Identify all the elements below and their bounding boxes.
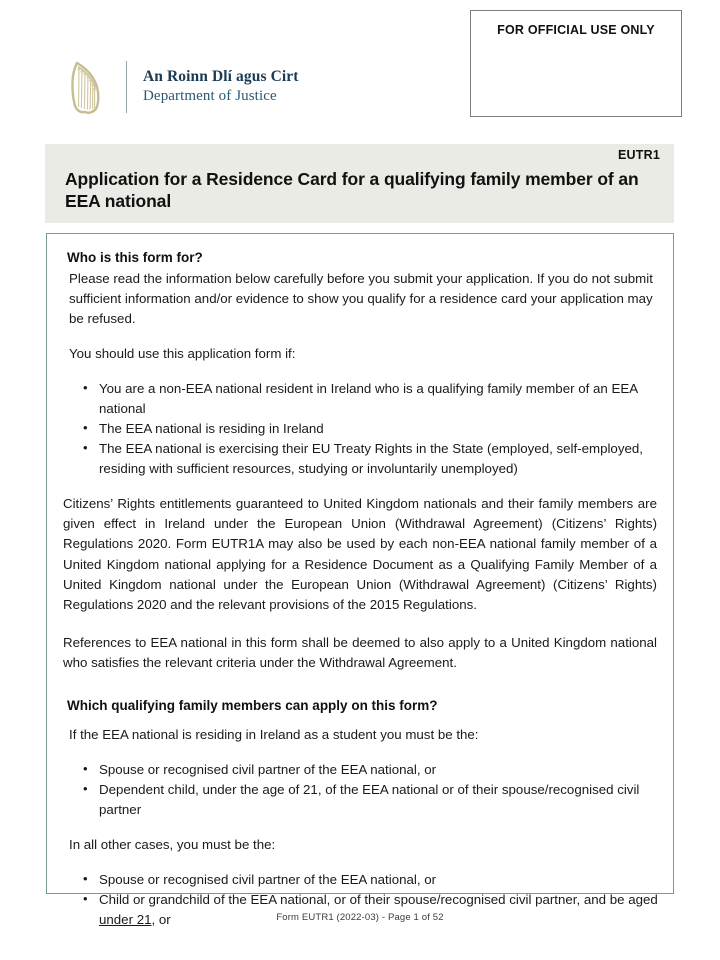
spacer — [61, 716, 659, 725]
list-item — [99, 890, 659, 930]
irish-harp-icon — [68, 58, 104, 116]
official-use-box — [470, 10, 682, 117]
list-item: • Spouse or recognised civil partner of the EEA national, or — [99, 870, 659, 890]
list-item: • Spouse or recognised civil partner of the EEA national, or — [99, 760, 659, 780]
spacer — [61, 329, 659, 344]
list-item-text-underlined: under 21 — [99, 912, 152, 928]
paragraph-references-eea: References to EEA national in this form shall be deemed to also apply to a United Kingdom national who satisfies the relevant criteria under the Withdrawal Agreement. — [63, 635, 657, 671]
heading-which-family-members: Which qualifying family members can apply on this form? — [67, 697, 438, 713]
page-title: Application for a Residence Card for a qualifying family member of an EEA national — [65, 169, 639, 212]
spacer — [61, 674, 659, 692]
department-name-english: Department of Justice — [143, 88, 277, 105]
paragraph-all-other-cases: In all other cases, you must be the: — [69, 837, 276, 853]
department-logo — [68, 58, 299, 116]
official-use-label: FOR OFFICIAL USE ONLY — [497, 23, 655, 37]
spacer — [61, 820, 659, 835]
list-item-text-lead: Child or grandchild of the EEA national, or of their spouse/recognised civil partner, and be aged — [99, 892, 658, 908]
list-item-text-trail: , or — [151, 912, 171, 928]
logo-divider — [126, 61, 127, 113]
paragraph-read-information: Please read the information below carefully before you submit your application. If you do not submit sufficient information and/or evidence to show you qualify for a residence card your application may be refused. — [69, 270, 653, 326]
spacer — [61, 479, 659, 494]
list-item: • You are a non-EEA national resident in Ireland who is a qualifying family member of an EEA national — [99, 379, 659, 419]
spacer — [61, 615, 659, 633]
list-item: • The EEA national is exercising their EU Treaty Rights in the State (employed, self-employed, residing with sufficient resources, studying or involuntarily unemployed) — [99, 439, 659, 479]
spacer — [61, 855, 659, 870]
list-item: • The EEA national is residing in Ireland — [99, 419, 659, 439]
list-item: • Dependent child, under the age of 21, of the EEA national or of their spouse/recognised civil partner — [99, 780, 659, 820]
page-footer: Form EUTR1 (2022-03) - Page 1 of 52 — [276, 912, 444, 923]
heading-who-is-this-form-for: Who is this form for? — [67, 250, 203, 265]
department-name-irish: An Roinn Dlí agus Cirt — [143, 68, 299, 86]
title-band — [45, 144, 674, 223]
list-use-form-if — [61, 379, 659, 479]
paragraph-citizens-rights: Citizens’ Rights entitlements guaranteed to United Kingdom nationals and their family members are given effect in Ireland under the European Union (Withdrawal Agreement) (Citizens’ Rights) Regulations 2020. Form EUTR1A may also be used by each non-EEA national family member of a United Kingdom national applying for a Residence Document as a Qualifying Family Member of a United Kingdom national under the European Union (Withdrawal Agreement) (Citizens’ Rights) Regulations 2020 and the relevant provisions of the 2015 Regulations. — [63, 496, 657, 613]
list-student-family-members — [61, 760, 659, 820]
logo-wordmark — [143, 67, 299, 106]
form-code: EUTR1 — [618, 148, 660, 162]
spacer — [61, 364, 659, 379]
paragraph-student-case: If the EEA national is residing in Ireland as a student you must be the: — [69, 727, 479, 743]
spacer — [61, 745, 659, 760]
paragraph-use-form-if: You should use this application form if: — [69, 346, 296, 362]
